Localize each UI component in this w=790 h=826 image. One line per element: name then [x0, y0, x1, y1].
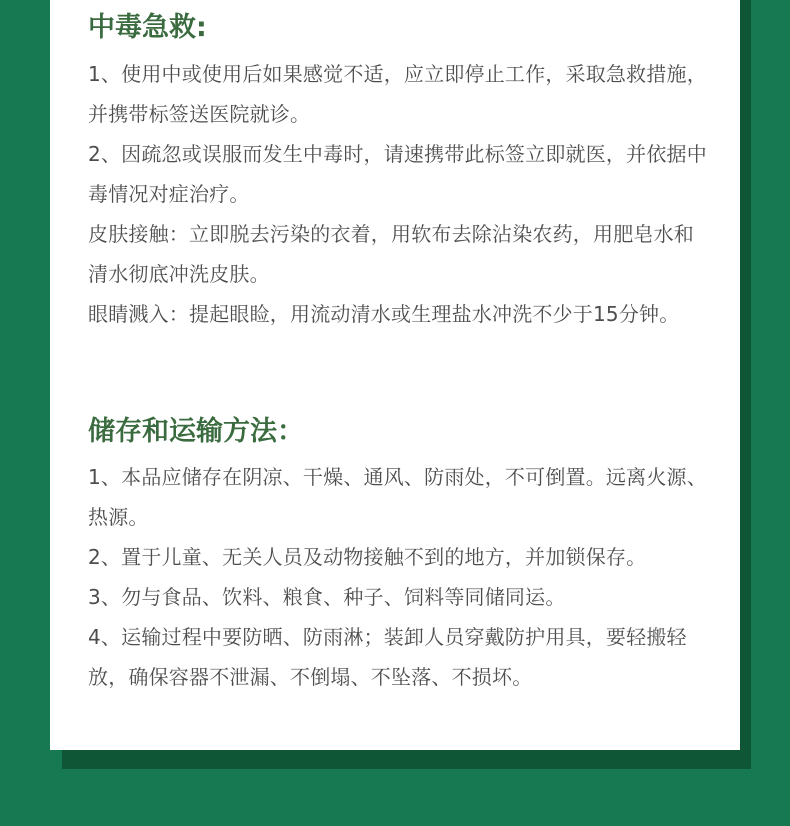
- poisoning-paragraph-2: 2、因疏忽或误服而发生中毒时，请速携带此标签立即就医，并依据中毒情况对症治疗。: [88, 142, 707, 206]
- storage-paragraph-3: 3、勿与食品、饮料、粮食、种子、饲料等同储同运。: [88, 585, 566, 609]
- poisoning-paragraph-1: 1、使用中或使用后如果感觉不适，应立即停止工作，采取急救措施，并携带标签送医院就诊。: [88, 62, 707, 126]
- storage-transport-heading: 储存和运输方法：: [88, 416, 304, 447]
- storage-paragraph-1: 1、本品应储存在阴凉、干燥、通风、防雨处，不可倒置。远离火源、热源。: [88, 465, 707, 529]
- skin-contact-paragraph: 皮肤接触：立即脱去污染的衣着，用软布去除沾染农药，用肥皂水和清水彻底冲洗皮肤。: [88, 222, 694, 286]
- eye-contact-paragraph: 眼睛溅入：提起眼睑，用流动清水或生理盐水冲洗不少于15分钟。: [88, 302, 680, 326]
- storage-paragraph-4: 4、运输过程中要防晒、防雨淋；装卸人员穿戴防护用具，要轻搬轻放，确保容器不泄漏、不倒塌、不坠落、不损坏。: [88, 625, 687, 689]
- storage-paragraph-2: 2、置于儿童、无关人员及动物接触不到的地方，并加锁保存。: [88, 545, 647, 569]
- poisoning-first-aid-heading: 中毒急救:: [88, 12, 207, 43]
